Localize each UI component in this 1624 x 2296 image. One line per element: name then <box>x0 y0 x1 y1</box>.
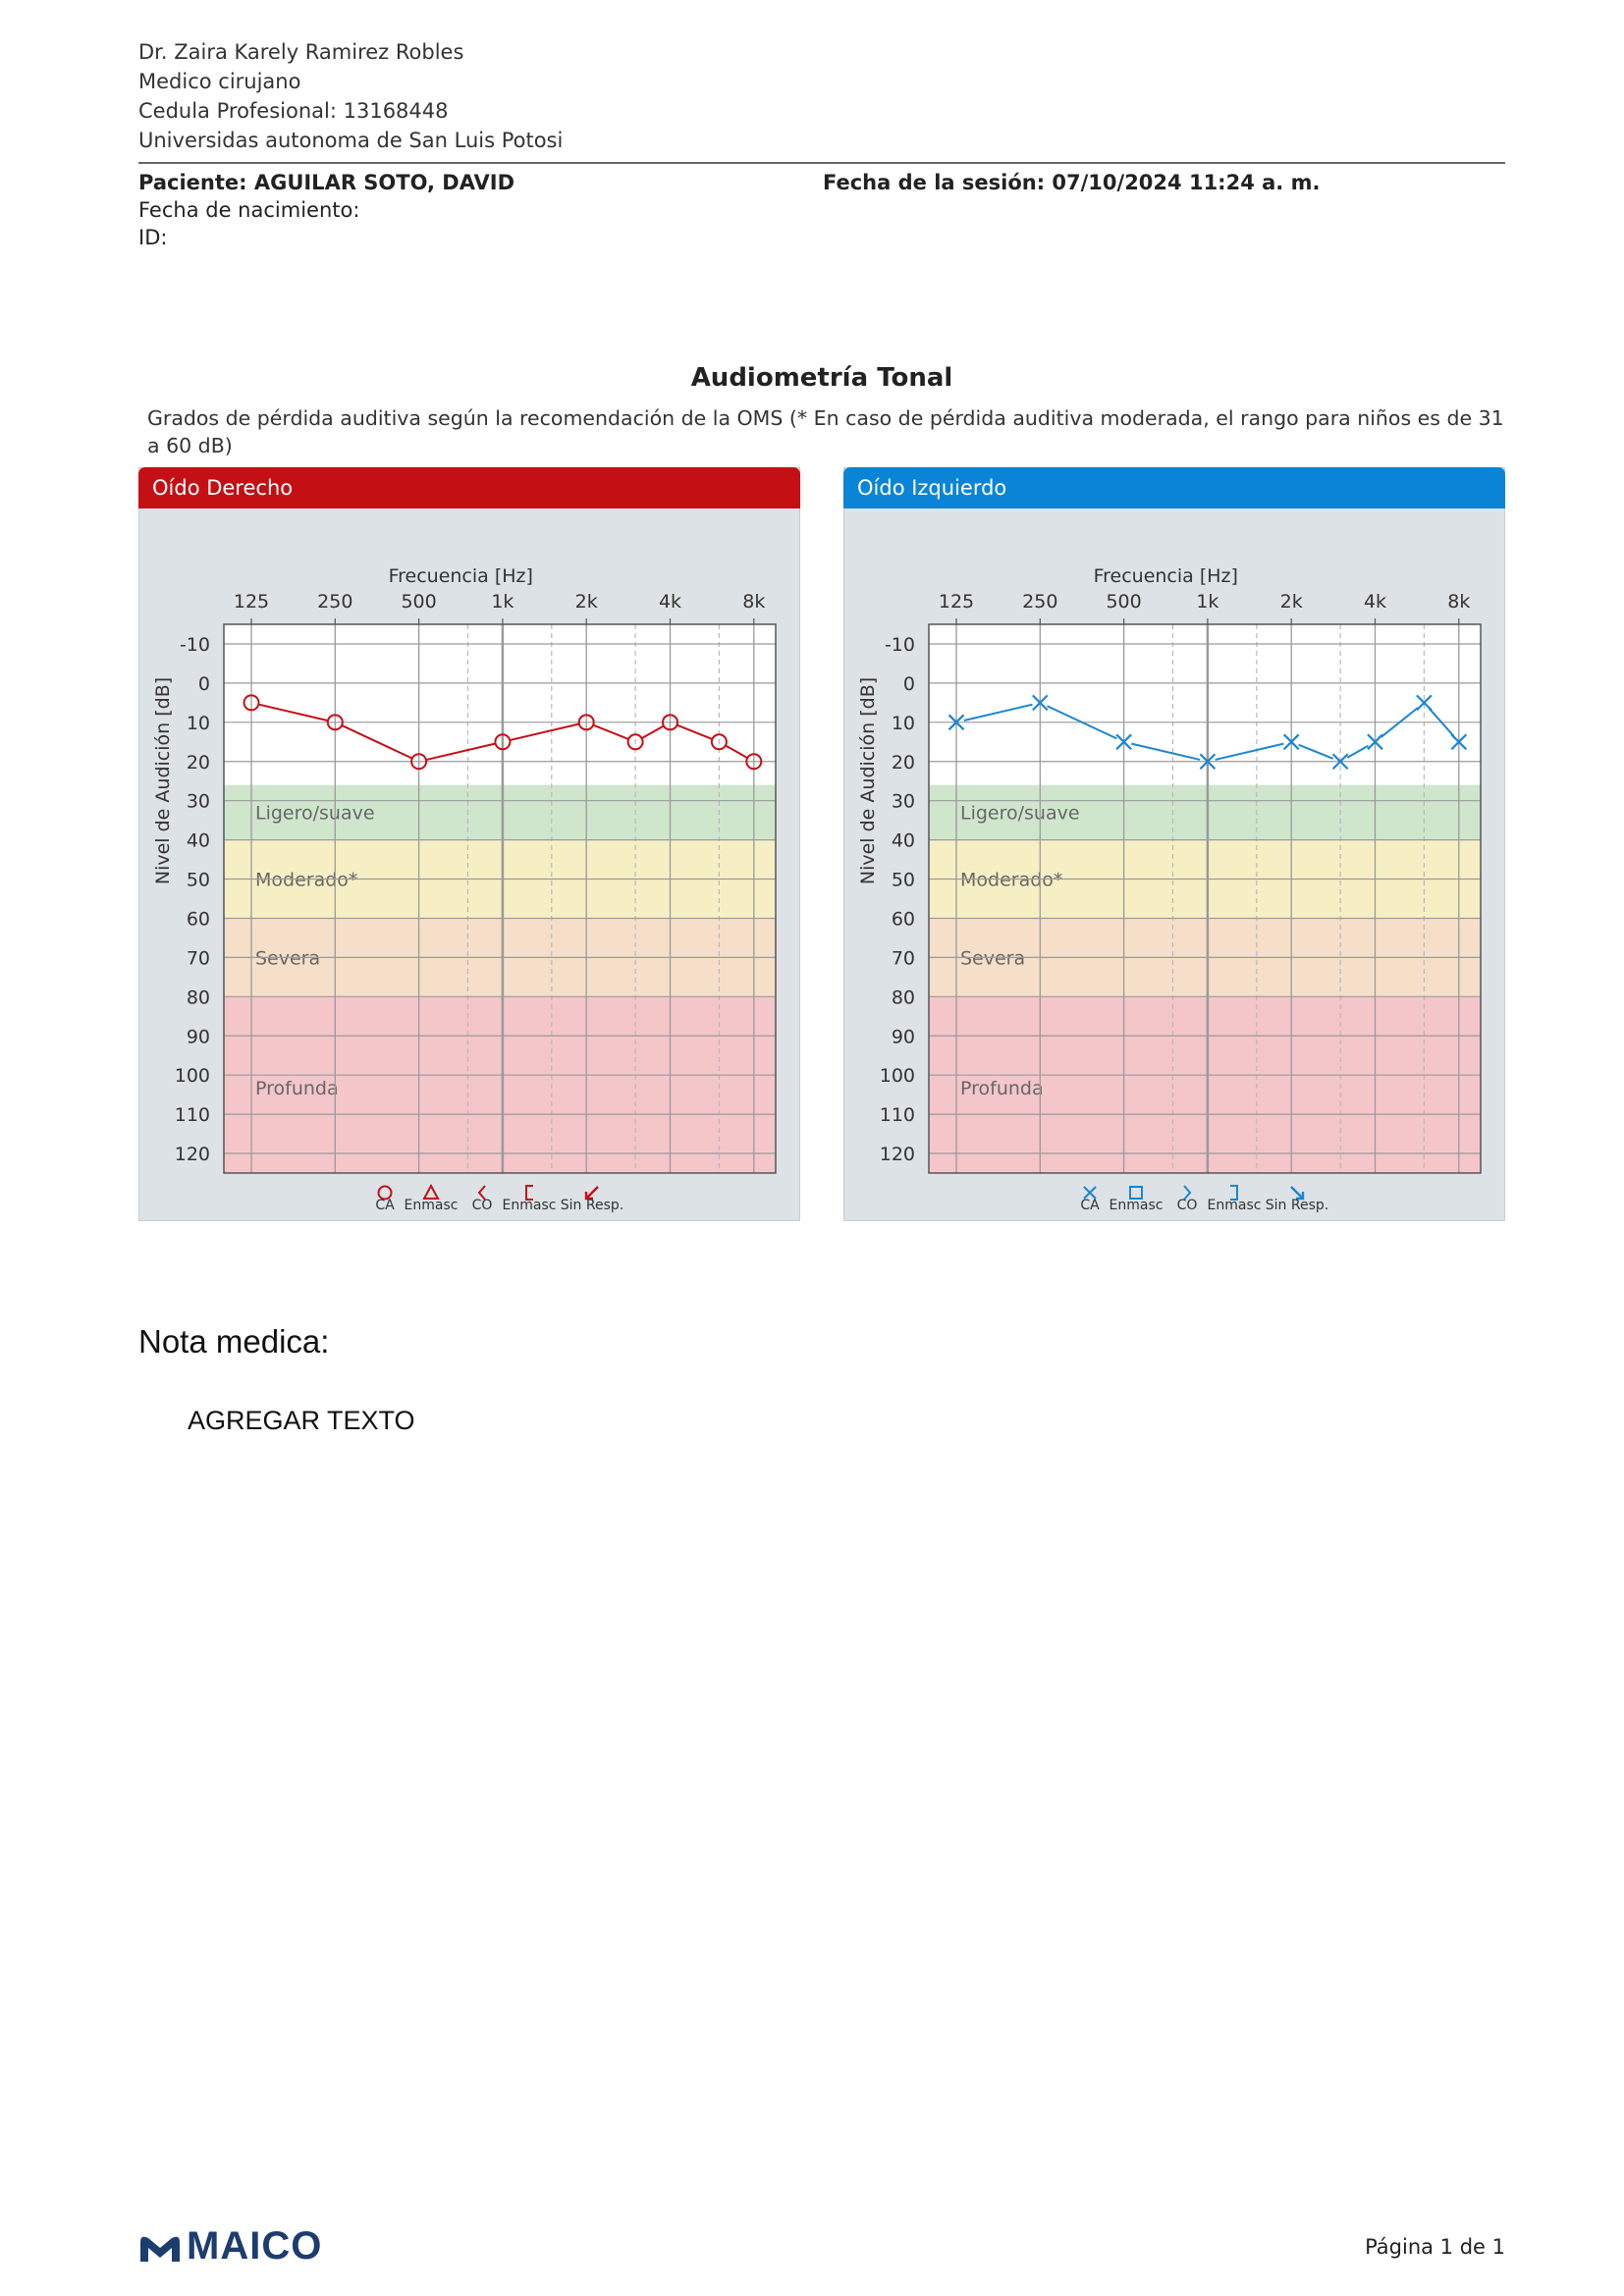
legend-label: Enmasc <box>502 1198 557 1213</box>
zone-label: Moderado* <box>255 869 358 891</box>
x-tick-label: 4k <box>1363 591 1387 613</box>
legend-label: Sin Resp. <box>1265 1198 1329 1213</box>
legend-label: CA <box>375 1198 395 1213</box>
zone-label: Ligero/suave <box>255 802 375 825</box>
y-tick-label: 40 <box>186 829 210 852</box>
report-subtitle: Grados de pérdida auditiva según la recomendación de la OMS (* En caso de pérdida auditiva moderada, el rango para niños es de 31 a 60 dB) <box>147 406 1504 457</box>
note-text[interactable]: AGREGAR TEXTO <box>188 1406 415 1435</box>
legend-label: Enmasc <box>1207 1198 1262 1213</box>
patient-info <box>138 169 514 251</box>
x-tick-label: 250 <box>1022 591 1058 613</box>
y-tick-label: 120 <box>174 1144 210 1166</box>
y-tick-label: 110 <box>174 1104 210 1127</box>
left-ear-audiogram <box>844 508 1504 1220</box>
y-tick-label: 40 <box>891 829 915 852</box>
report-title: Audiometría Tonal <box>690 363 953 393</box>
y-tick-label: 0 <box>197 672 210 695</box>
doctor-info <box>138 37 563 155</box>
y-tick-label: 80 <box>186 987 210 1009</box>
y-tick-label: -10 <box>884 633 915 656</box>
y-tick-label: 70 <box>186 947 210 970</box>
y-tick-label: 30 <box>186 790 210 813</box>
y-tick-label: 100 <box>174 1065 210 1088</box>
y-tick-label: 60 <box>891 908 915 931</box>
x-tick-label: 500 <box>1106 591 1142 613</box>
note-label: Nota medica: <box>138 1323 330 1360</box>
y-tick-label: 10 <box>186 712 210 734</box>
patient-name: Paciente: AGUILAR SOTO, DAVID <box>138 171 515 194</box>
left-ear-header: Oído Izquierdo <box>843 467 1505 508</box>
legend-label: Sin Resp. <box>560 1198 624 1213</box>
doctor-university: Universidas autonoma de San Luis Potosi <box>138 129 564 152</box>
zone-label: Moderado* <box>960 869 1063 891</box>
x-tick-label: 4k <box>658 591 682 613</box>
y-tick-label: 120 <box>879 1144 915 1166</box>
y-tick-label: 20 <box>891 751 915 774</box>
y-tick-label: -10 <box>179 633 210 656</box>
doctor-specialty: Medico cirujano <box>138 70 301 93</box>
x-tick-label: 8k <box>742 591 766 613</box>
y-tick-label: 90 <box>891 1026 915 1048</box>
y-tick-label: 20 <box>186 751 210 774</box>
x-tick-label: 250 <box>317 591 353 613</box>
header-divider <box>138 162 1505 164</box>
legend <box>1080 1186 1328 1213</box>
right-ear-panel <box>138 467 800 1221</box>
right-ear-audiogram <box>139 508 799 1220</box>
legend <box>375 1186 623 1213</box>
page-number: Página 1 de 1 <box>1365 2235 1505 2259</box>
legend-label: CO <box>471 1198 493 1213</box>
x-tick-label: 125 <box>233 591 270 613</box>
x-tick-label: 500 <box>401 591 437 613</box>
x-tick-label: 2k <box>574 591 598 613</box>
maico-logo-icon <box>138 2228 182 2268</box>
x-tick-label: 1k <box>1196 591 1219 613</box>
zone-label: Profunda <box>255 1078 339 1100</box>
zone-label: Profunda <box>960 1078 1044 1100</box>
y-tick-label: 100 <box>879 1065 915 1088</box>
session-date: Fecha de la sesión: 07/10/2024 11:24 a. m. <box>823 171 1321 194</box>
x-tick-label: 1k <box>491 591 514 613</box>
y-tick-label: 80 <box>891 987 915 1009</box>
doctor-name: Dr. Zaira Karely Ramirez Robles <box>138 40 464 64</box>
left-ear-panel <box>843 467 1505 1221</box>
y-tick-label: 30 <box>891 790 915 813</box>
maico-logo-text: MAICO <box>187 2224 323 2268</box>
right-ear-header: Oído Derecho <box>138 467 800 508</box>
y-tick-label: 50 <box>186 869 210 891</box>
y-axis-title: Nivel de Audición [dB] <box>152 676 174 885</box>
x-tick-label: 8k <box>1447 591 1471 613</box>
x-tick-label: 2k <box>1279 591 1303 613</box>
zone-label: Ligero/suave <box>960 802 1080 825</box>
zone-label: Severa <box>255 947 321 970</box>
doctor-license: Cedula Profesional: 13168448 <box>138 99 449 123</box>
zone-label: Severa <box>960 947 1026 970</box>
legend-label: Enmasc <box>404 1198 459 1213</box>
patient-id: ID: <box>138 226 168 249</box>
patient-birthdate: Fecha de nacimiento: <box>138 198 360 222</box>
y-tick-label: 90 <box>186 1026 210 1048</box>
y-tick-label: 50 <box>891 869 915 891</box>
x-axis-title: Frecuencia [Hz] <box>1093 565 1238 587</box>
legend-label: CO <box>1176 1198 1198 1213</box>
y-axis-title: Nivel de Audición [dB] <box>857 676 879 885</box>
legend-label: Enmasc <box>1109 1198 1164 1213</box>
x-axis-title: Frecuencia [Hz] <box>388 565 533 587</box>
y-tick-label: 10 <box>891 712 915 734</box>
y-tick-label: 60 <box>186 908 210 931</box>
y-tick-label: 110 <box>879 1104 915 1127</box>
y-tick-label: 0 <box>902 672 915 695</box>
y-tick-label: 70 <box>891 947 915 970</box>
legend-label: CA <box>1080 1198 1100 1213</box>
x-tick-label: 125 <box>938 591 975 613</box>
